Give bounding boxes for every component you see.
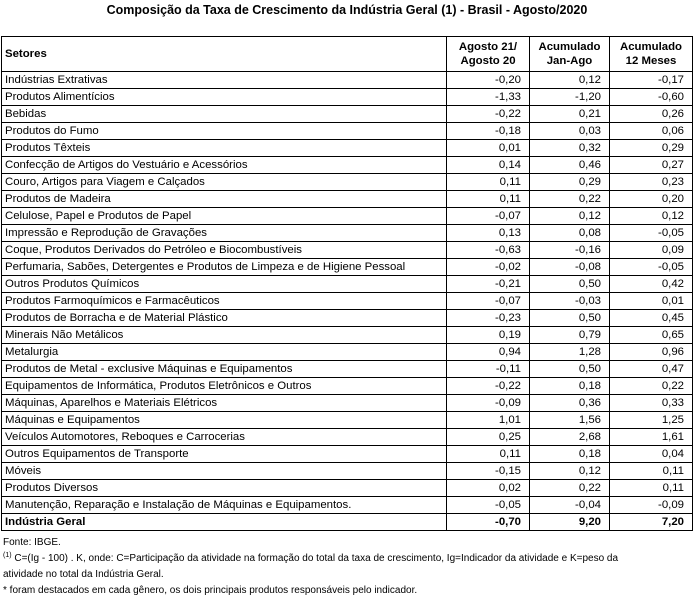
total-sector-cell: Indústria Geral xyxy=(2,514,447,531)
footnote-1-text: C=(Ig - 100) . K, onde: C=Participação da atividade na formação do total da taxa de crescimento, Ig=Indicador da atividade e K=peso da xyxy=(11,553,619,564)
table-row xyxy=(2,429,693,446)
header-acumulado-ano-line2: Jan-Ago xyxy=(546,55,593,67)
sector-cell: Máquinas e Equipamentos xyxy=(2,412,447,429)
header-setores xyxy=(2,37,447,72)
value-12-meses: 0,23 xyxy=(610,174,693,191)
value-agosto: -0,20 xyxy=(447,72,530,89)
value-agosto: -0,21 xyxy=(447,276,530,293)
value-jan-ago: 0,36 xyxy=(530,395,610,412)
value-12-meses: -0,17 xyxy=(610,72,693,89)
value-agosto: -0,02 xyxy=(447,259,530,276)
value-12-meses: 0,11 xyxy=(610,480,693,497)
table-row xyxy=(2,259,693,276)
value-12-meses: -0,05 xyxy=(610,225,693,242)
footnotes xyxy=(3,535,691,599)
table-body xyxy=(2,72,693,514)
value-agosto: -0,11 xyxy=(447,361,530,378)
value-jan-ago: 0,46 xyxy=(530,157,610,174)
value-12-meses: 0,09 xyxy=(610,242,693,259)
sector-cell: Produtos Têxteis xyxy=(2,140,447,157)
sector-cell: Indústrias Extrativas xyxy=(2,72,447,89)
header-acumulado-12m xyxy=(610,37,693,72)
value-12-meses: 0,22 xyxy=(610,378,693,395)
sector-cell: Veículos Automotores, Reboques e Carrocerias xyxy=(2,429,447,446)
sector-cell: Máquinas, Aparelhos e Materiais Elétricos xyxy=(2,395,447,412)
value-jan-ago: 0,22 xyxy=(530,191,610,208)
total-value-jan-ago: 9,20 xyxy=(530,514,610,531)
value-agosto: -0,07 xyxy=(447,208,530,225)
footnote-1-continuation: atividade no total da Indústria Geral. xyxy=(3,569,164,580)
footnote-1 xyxy=(3,551,691,567)
value-jan-ago: 0,12 xyxy=(530,72,610,89)
sector-cell: Bebidas xyxy=(2,106,447,123)
value-agosto: 0,13 xyxy=(447,225,530,242)
sector-cell: Produtos de Metal - exclusive Máquinas e Equipamentos xyxy=(2,361,447,378)
header-setores-label: Setores xyxy=(5,48,47,60)
table-row-total xyxy=(2,514,693,531)
sector-cell: Perfumaria, Sabões, Detergentes e Produtos de Limpeza e de Higiene Pessoal xyxy=(2,259,447,276)
sector-cell: Celulose, Papel e Produtos de Papel xyxy=(2,208,447,225)
sector-cell: Produtos Alimentícios xyxy=(2,89,447,106)
value-jan-ago: -0,03 xyxy=(530,293,610,310)
sector-cell: Outros Equipamentos de Transporte xyxy=(2,446,447,463)
value-agosto: -0,22 xyxy=(447,378,530,395)
value-12-meses: -0,60 xyxy=(610,89,693,106)
value-12-meses: 0,26 xyxy=(610,106,693,123)
table-row xyxy=(2,361,693,378)
source-note: Fonte: IBGE. xyxy=(3,537,61,548)
value-agosto: -0,23 xyxy=(447,310,530,327)
total-value-12-meses: 7,20 xyxy=(610,514,693,531)
value-12-meses: 0,65 xyxy=(610,327,693,344)
sector-cell: Produtos Farmoquímicos e Farmacêuticos xyxy=(2,293,447,310)
value-12-meses: -0,05 xyxy=(610,259,693,276)
value-agosto: -0,18 xyxy=(447,123,530,140)
value-jan-ago: 0,18 xyxy=(530,378,610,395)
value-jan-ago: 0,21 xyxy=(530,106,610,123)
value-12-meses: 0,27 xyxy=(610,157,693,174)
table-row xyxy=(2,276,693,293)
header-agosto-line2: Agosto 20 xyxy=(460,55,516,67)
sector-cell: Móveis xyxy=(2,463,447,480)
table-row xyxy=(2,497,693,514)
sector-cell: Minerais Não Metálicos xyxy=(2,327,447,344)
value-12-meses: 0,04 xyxy=(610,446,693,463)
table-row xyxy=(2,225,693,242)
sector-cell: Couro, Artigos para Viagem e Calçados xyxy=(2,174,447,191)
table-row xyxy=(2,463,693,480)
value-agosto: 0,02 xyxy=(447,480,530,497)
value-agosto: -0,15 xyxy=(447,463,530,480)
value-jan-ago: 0,50 xyxy=(530,310,610,327)
table-row xyxy=(2,123,693,140)
table-row xyxy=(2,378,693,395)
value-agosto: 1,01 xyxy=(447,412,530,429)
sector-cell: Coque, Produtos Derivados do Petróleo e Biocombustíveis xyxy=(2,242,447,259)
table-row xyxy=(2,327,693,344)
value-agosto: 0,11 xyxy=(447,174,530,191)
page-title: Composição da Taxa de Crescimento da Indústria Geral (1) - Brasil - Agosto/2020 xyxy=(106,3,588,17)
header-acumulado-ano xyxy=(530,37,610,72)
value-agosto: -0,22 xyxy=(447,106,530,123)
value-jan-ago: -0,04 xyxy=(530,497,610,514)
value-agosto: -0,07 xyxy=(447,293,530,310)
value-jan-ago: 0,12 xyxy=(530,208,610,225)
value-jan-ago: 2,68 xyxy=(530,429,610,446)
value-agosto: 0,14 xyxy=(447,157,530,174)
sector-cell: Outros Produtos Químicos xyxy=(2,276,447,293)
value-agosto: -0,05 xyxy=(447,497,530,514)
footnote-1-marker: (1) xyxy=(3,552,12,559)
table-row xyxy=(2,344,693,361)
footnote-2: * foram destacados em cada gênero, os dois principais produtos responsáveis pelo indicador. xyxy=(3,585,418,596)
value-jan-ago: 0,50 xyxy=(530,361,610,378)
value-jan-ago: 0,08 xyxy=(530,225,610,242)
table-row xyxy=(2,89,693,106)
total-value-agosto: -0,70 xyxy=(447,514,530,531)
value-12-meses: 1,25 xyxy=(610,412,693,429)
sector-cell: Produtos de Borracha e de Material Plástico xyxy=(2,310,447,327)
value-12-meses: 0,47 xyxy=(610,361,693,378)
sector-cell: Produtos Diversos xyxy=(2,480,447,497)
value-12-meses: 0,11 xyxy=(610,463,693,480)
table-row xyxy=(2,208,693,225)
header-acumulado-12m-line2: 12 Meses xyxy=(625,55,677,67)
value-agosto: 0,19 xyxy=(447,327,530,344)
data-table xyxy=(1,36,693,531)
value-12-meses: 0,45 xyxy=(610,310,693,327)
header-acumulado-12m-line1: Acumulado xyxy=(619,41,683,53)
table-row xyxy=(2,293,693,310)
value-jan-ago: -0,16 xyxy=(530,242,610,259)
table-row xyxy=(2,310,693,327)
value-jan-ago: -0,08 xyxy=(530,259,610,276)
value-jan-ago: 0,29 xyxy=(530,174,610,191)
value-jan-ago: 0,12 xyxy=(530,463,610,480)
value-12-meses: 0,01 xyxy=(610,293,693,310)
value-12-meses: 0,96 xyxy=(610,344,693,361)
sector-cell: Produtos de Madeira xyxy=(2,191,447,208)
value-12-meses: 0,06 xyxy=(610,123,693,140)
header-acumulado-ano-line1: Acumulado xyxy=(538,41,601,53)
value-jan-ago: 0,50 xyxy=(530,276,610,293)
table-header-row xyxy=(2,37,693,72)
value-jan-ago: 0,03 xyxy=(530,123,610,140)
value-12-meses: 0,20 xyxy=(610,191,693,208)
table-row xyxy=(2,395,693,412)
table-row xyxy=(2,72,693,89)
header-agosto-line1: Agosto 21/ xyxy=(458,41,518,53)
table-row xyxy=(2,157,693,174)
value-12-meses: -0,09 xyxy=(610,497,693,514)
value-jan-ago: 0,22 xyxy=(530,480,610,497)
value-jan-ago: 1,28 xyxy=(530,344,610,361)
value-jan-ago: 0,18 xyxy=(530,446,610,463)
table-row xyxy=(2,446,693,463)
sector-cell: Produtos do Fumo xyxy=(2,123,447,140)
value-agosto: 0,11 xyxy=(447,446,530,463)
sector-cell: Manutenção, Reparação e Instalação de Máquinas e Equipamentos. xyxy=(2,497,447,514)
table-row xyxy=(2,174,693,191)
header-agosto xyxy=(447,37,530,72)
value-12-meses: 0,12 xyxy=(610,208,693,225)
value-agosto: 0,01 xyxy=(447,140,530,157)
value-jan-ago: -1,20 xyxy=(530,89,610,106)
value-12-meses: 0,42 xyxy=(610,276,693,293)
table-row xyxy=(2,480,693,497)
value-agosto: -1,33 xyxy=(447,89,530,106)
value-12-meses: 1,61 xyxy=(610,429,693,446)
value-agosto: 0,11 xyxy=(447,191,530,208)
value-jan-ago: 0,32 xyxy=(530,140,610,157)
sector-cell: Impressão e Reprodução de Gravações xyxy=(2,225,447,242)
sector-cell: Metalurgia xyxy=(2,344,447,361)
value-agosto: 0,25 xyxy=(447,429,530,446)
table-row xyxy=(2,140,693,157)
value-agosto: 0,94 xyxy=(447,344,530,361)
table-row xyxy=(2,242,693,259)
table-row xyxy=(2,106,693,123)
value-jan-ago: 1,56 xyxy=(530,412,610,429)
value-agosto: -0,09 xyxy=(447,395,530,412)
sector-cell: Confecção de Artigos do Vestuário e Acessórios xyxy=(2,157,447,174)
sector-cell: Equipamentos de Informática, Produtos Eletrônicos e Outros xyxy=(2,378,447,395)
table-row xyxy=(2,412,693,429)
value-12-meses: 0,29 xyxy=(610,140,693,157)
value-12-meses: 0,33 xyxy=(610,395,693,412)
value-agosto: -0,63 xyxy=(447,242,530,259)
table-row xyxy=(2,191,693,208)
value-jan-ago: 0,79 xyxy=(530,327,610,344)
